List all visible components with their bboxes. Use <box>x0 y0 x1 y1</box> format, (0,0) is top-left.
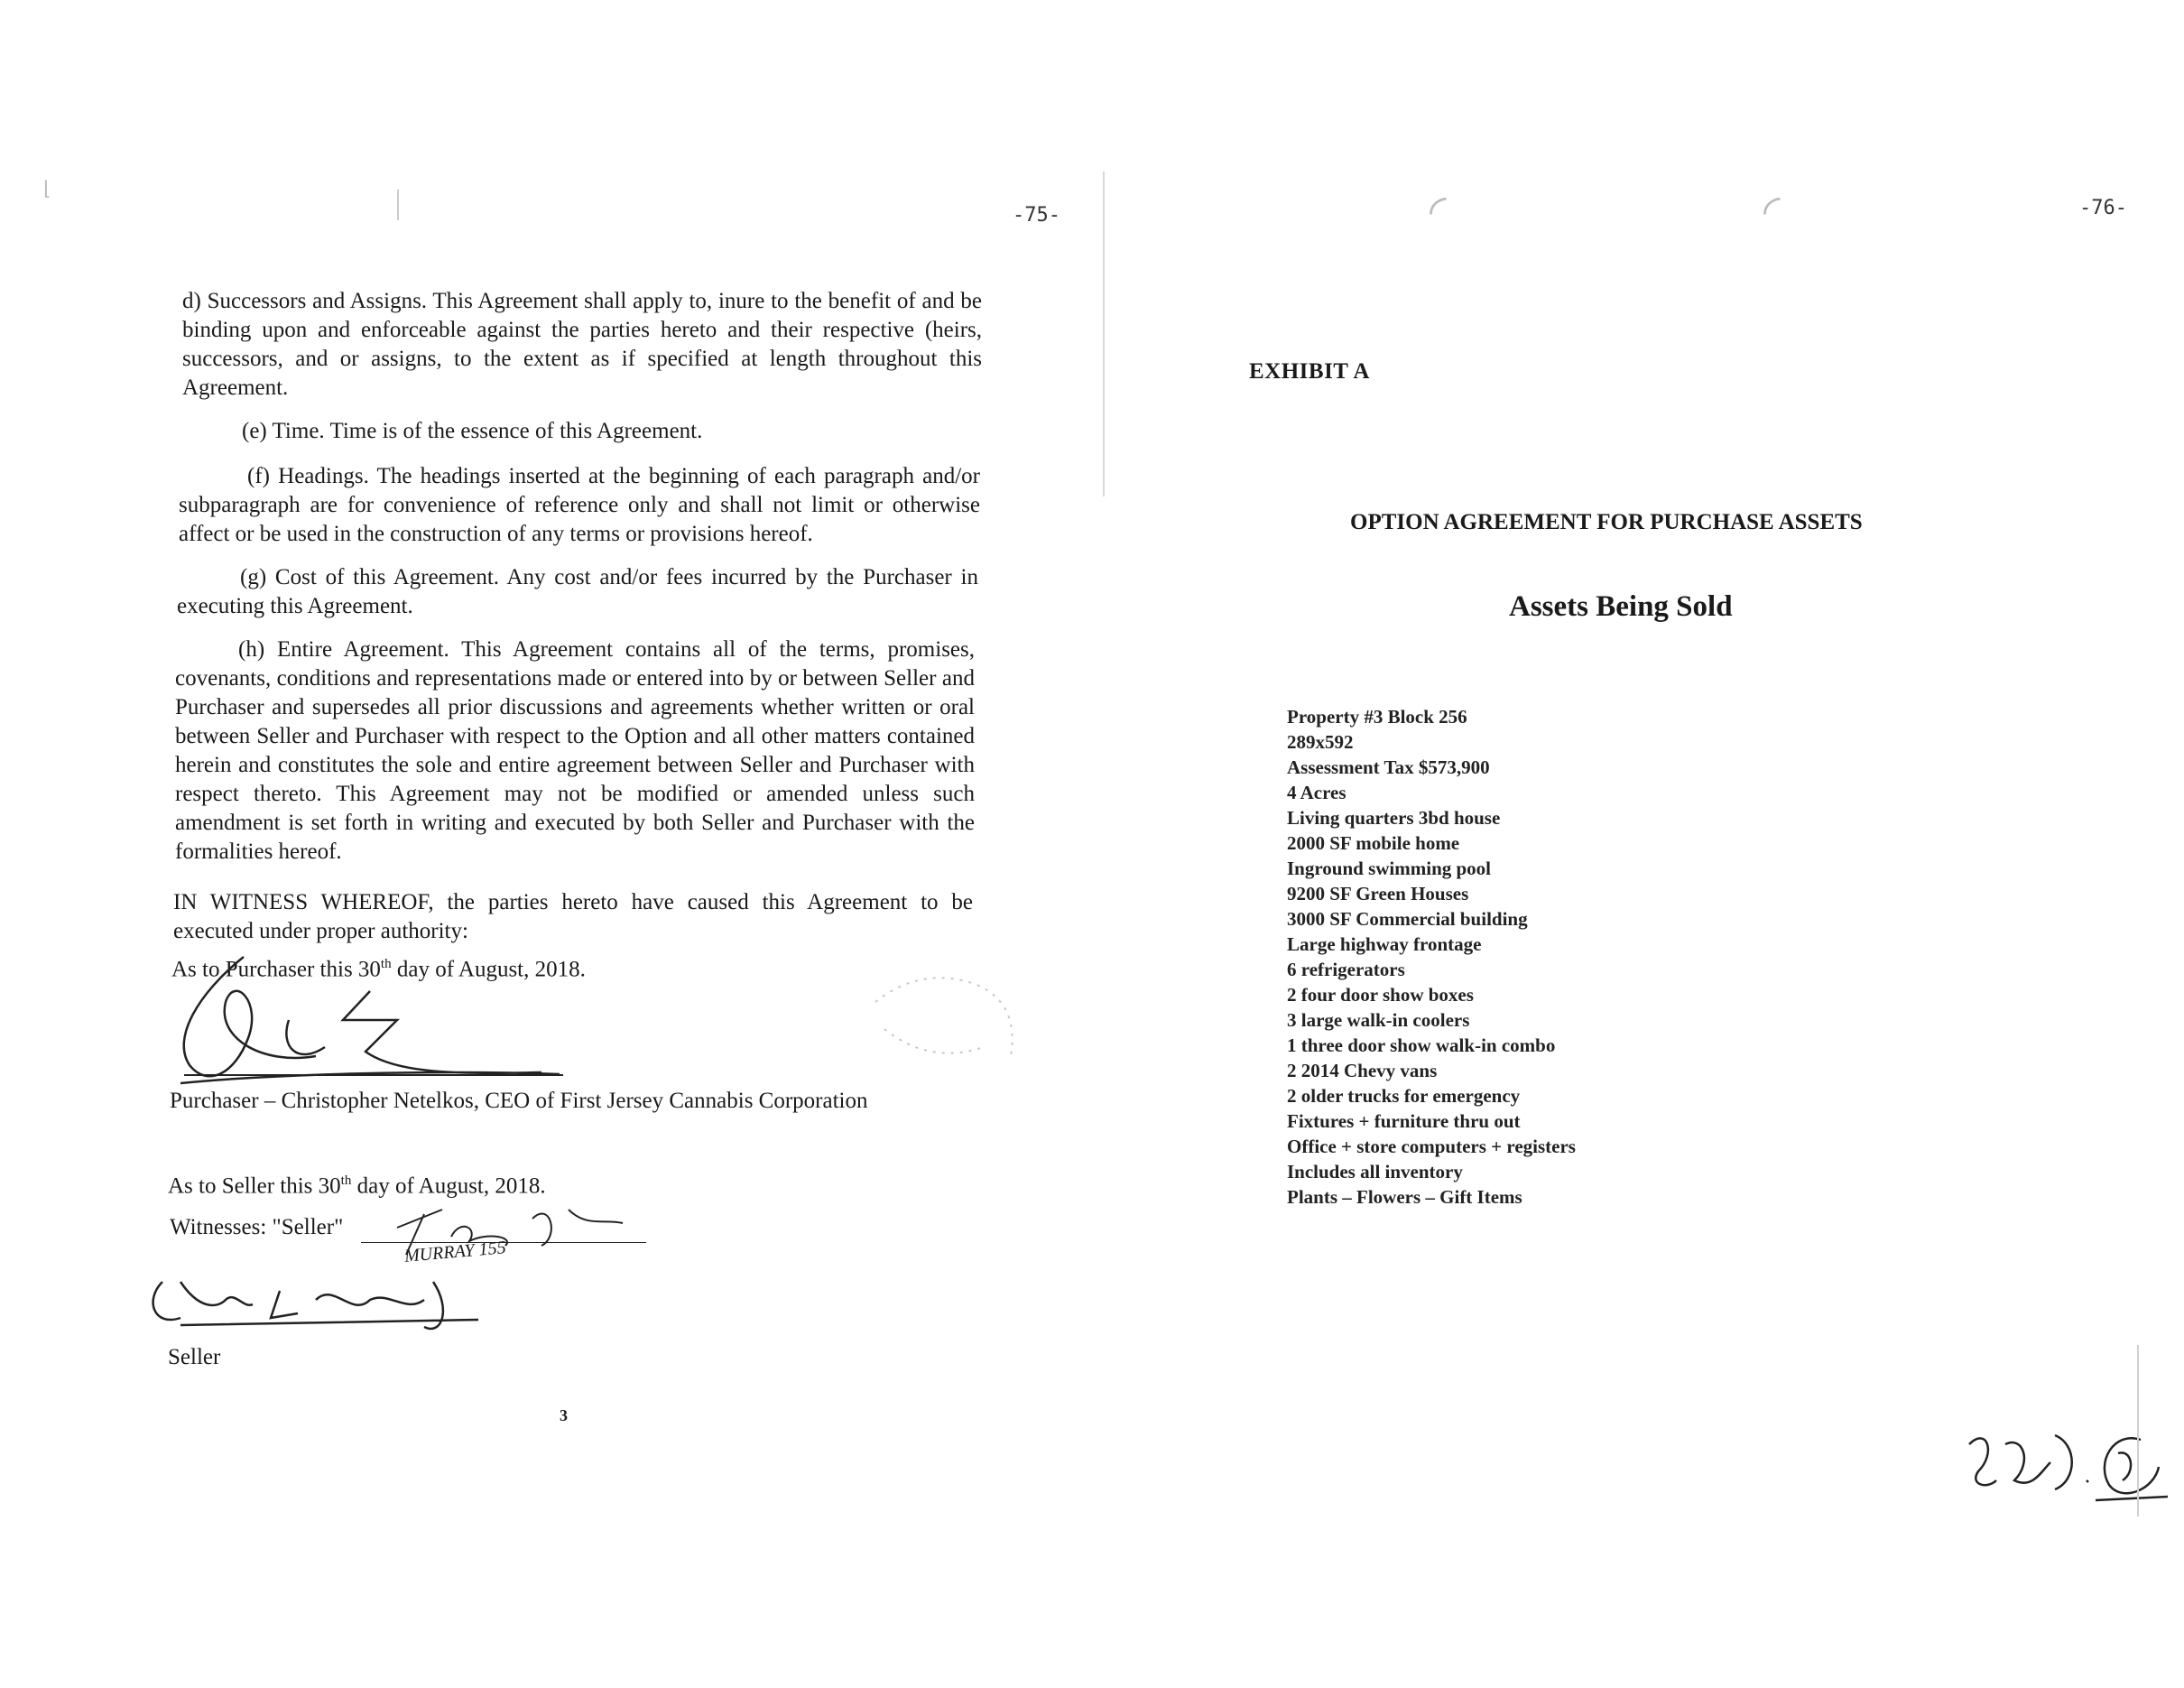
footer-page-number: 3 <box>560 1406 568 1424</box>
right-page <box>1103 0 2184 1688</box>
list-item: Includes all inventory <box>1287 1161 1463 1183</box>
seller-date-sup: th <box>340 1173 352 1188</box>
scan-artifact-mark: ⌊ <box>43 177 51 199</box>
list-item: Inground swimming pool <box>1287 858 1492 879</box>
list-item: 3 large walk-in coolers <box>1287 1009 1470 1031</box>
list-item: Living quarters 3bd house <box>1287 807 1501 829</box>
seller-date-pre: As to Seller this 30 <box>168 1173 341 1199</box>
assets-list <box>1287 704 1576 1210</box>
list-item: Fixtures + furniture thru out <box>1287 1110 1521 1132</box>
page-number: -76- <box>2079 197 2127 219</box>
witnesses-label: Witnesses: "Seller" <box>170 1215 344 1239</box>
paragraph-cost: (g) Cost of this Agreement. Any cost and/or fees incurred by the Purchaser in executing this Agreement. <box>177 565 978 618</box>
assets-title: Assets Being Sold <box>1509 590 1733 623</box>
paragraph-entire-agreement: (h) Entire Agreement. This Agreement contains all of the terms, promises, covenants, conditions and representations made or entered into by or between Seller and Purchaser and supersedes all prior discussions and agreements whether written or oral between Seller and Purchaser with respect to the Option and all other matters contained herein and constitutes the sole and entire agreement between Seller and Purchaser with respect thereto. This Agreement may not be modified or amended unless such amendment is set forth in writing and executed by both Seller and Purchaser with the formalities hereof. <box>175 637 975 864</box>
list-item: 9200 SF Green Houses <box>1287 883 1469 904</box>
list-item: Plants – Flowers – Gift Items <box>1287 1186 1522 1208</box>
punch-hole-mark: ◜ <box>1430 188 1447 236</box>
list-item: 2000 SF mobile home <box>1287 832 1460 854</box>
paragraph-headings: (f) Headings. The headings inserted at the beginning of each paragraph and/or subparagraph are for convenience of reference only and shall not limit or otherwise affect or be used in the construction of any terms or provisions hereof. <box>179 464 980 546</box>
list-item: 2 older trucks for emergency <box>1287 1085 1521 1107</box>
list-item: Large highway frontage <box>1287 933 1482 955</box>
list-item: 4 Acres <box>1287 782 1346 803</box>
purchaser-date-pre: As to Purchaser this 30 <box>171 957 381 982</box>
exhibit-label: EXHIBIT A <box>1249 359 1370 384</box>
list-item: Assessment Tax $573,900 <box>1287 756 1490 778</box>
list-item: 2 2014 Chevy vans <box>1287 1060 1438 1081</box>
punch-hole-mark: ◜ <box>1763 188 1781 236</box>
list-item: 6 refrigerators <box>1287 959 1405 980</box>
initials-signature <box>1951 1417 2168 1516</box>
faint-stamp-artifact <box>866 966 1029 1083</box>
paragraph-successors-assigns: d) Successors and Assigns. This Agreement shall apply to, inure to the benefit of and be binding upon and enforceable against the parties hereto and their respective (heirs, successors, and or assigns, to the extent as if specified at length throughout this Agreement. <box>182 289 982 400</box>
list-item: Office + store computers + registers <box>1287 1136 1576 1157</box>
seller-signature <box>144 1273 487 1345</box>
list-item: Property #3 Block 256 <box>1287 706 1467 728</box>
paragraph-in-witness: IN WITNESS WHEREOF, the parties hereto have caused this Agreement to be executed under proper authority: <box>173 890 973 943</box>
purchaser-date-post: day of August, 2018. <box>391 957 586 982</box>
option-agreement-title: OPTION AGREEMENT FOR PURCHASE ASSETS <box>1350 510 1863 534</box>
scan-edge-line <box>2137 1345 2139 1516</box>
seller-date-post: day of August, 2018. <box>351 1173 546 1199</box>
paragraph-time: (e) Time. Time is of the essence of this Agreement. <box>242 419 703 443</box>
list-item: 289x592 <box>1287 731 1354 753</box>
seller-label: Seller <box>168 1345 221 1369</box>
purchaser-name: Purchaser – Christopher Netelkos, CEO of First Jersey Cannabis Corporation <box>170 1089 868 1113</box>
purchaser-date-sup: th <box>380 957 392 971</box>
list-item: 2 four door show boxes <box>1287 984 1474 1006</box>
purchaser-signature-line <box>184 1074 563 1076</box>
list-item: 1 three door show walk-in combo <box>1287 1034 1556 1056</box>
list-item: 3000 SF Commercial building <box>1287 908 1528 930</box>
scan-artifact-line <box>397 190 399 220</box>
page-number: -75- <box>1013 204 1060 227</box>
purchaser-signature <box>162 939 578 1101</box>
witness-handwriting: MURRAY 155 <box>403 1238 507 1266</box>
